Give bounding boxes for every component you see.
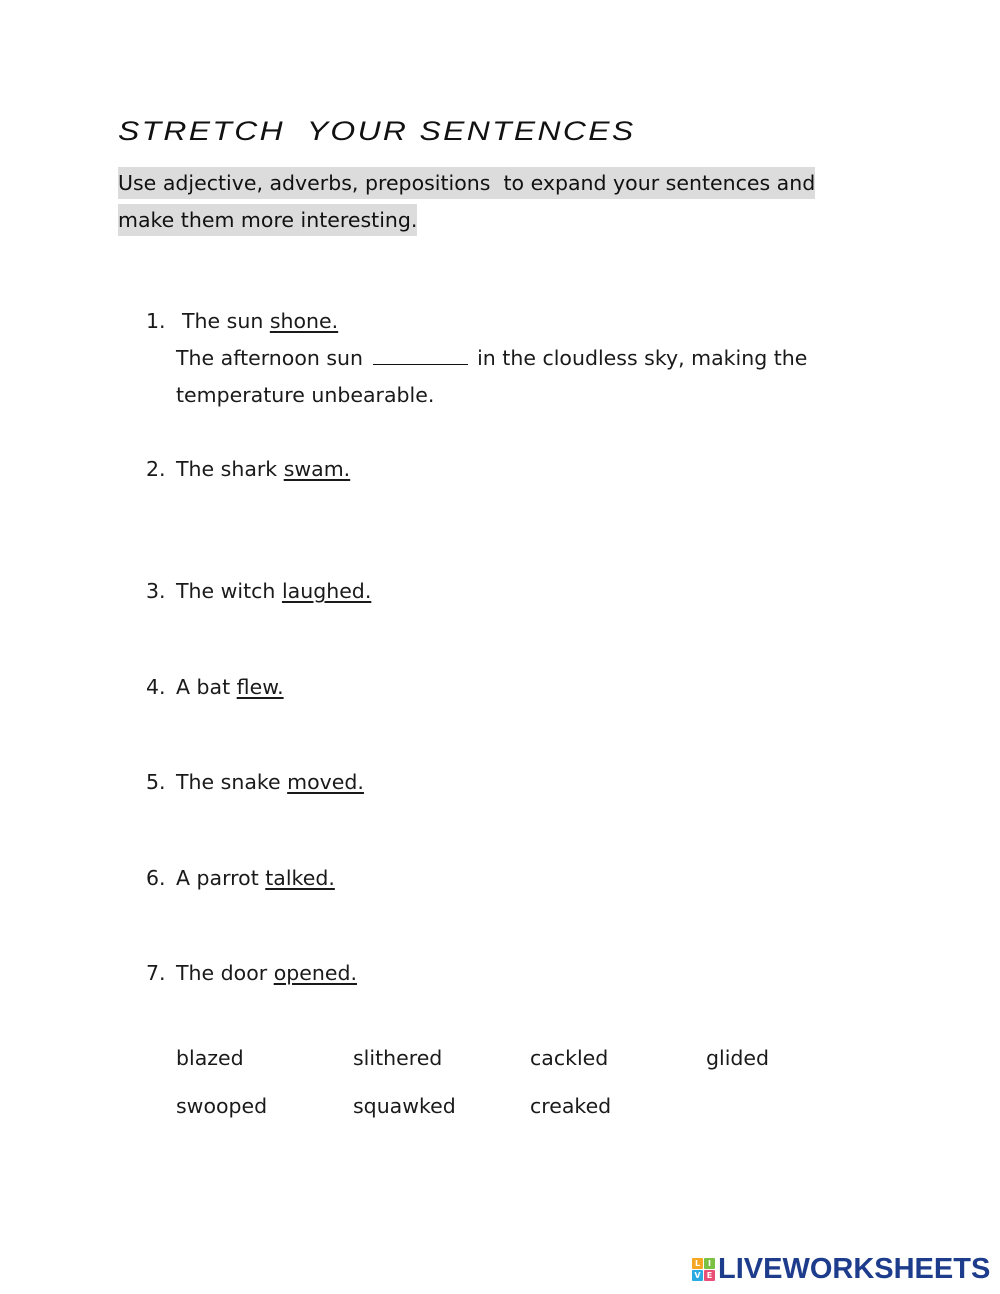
item-subject: The door <box>176 961 274 985</box>
item-number: 1. <box>146 309 166 333</box>
instructions-line-1: Use adjective, adverbs, prepositions to expand your sentences and <box>118 167 815 199</box>
item-verb: laughed. <box>281 579 372 603</box>
item-number: 5. <box>146 770 166 794</box>
logo-text: LIVEWORKSHEETS <box>718 1252 991 1285</box>
item-number: 3. <box>146 579 166 603</box>
item-sentence <box>176 453 350 485</box>
item-verb: opened. <box>273 961 357 985</box>
logo-mark-tile: L <box>692 1258 703 1269</box>
item-sentence <box>176 575 371 607</box>
answer-blank[interactable] <box>373 344 468 365</box>
item-sentence <box>176 766 364 798</box>
item-number: 4. <box>146 675 166 699</box>
word-bank-item[interactable]: swooped <box>176 1094 268 1118</box>
instructions-line-2: make them more interesting. <box>118 204 417 236</box>
example-sentence <box>176 342 807 374</box>
item-verb: flew. <box>236 675 284 699</box>
liveworksheets-logo <box>692 1250 990 1288</box>
item-verb: talked. <box>265 866 335 890</box>
word-bank-item[interactable]: blazed <box>176 1046 244 1070</box>
item-subject: The snake <box>176 770 288 794</box>
item-subject: A bat <box>176 675 237 699</box>
word-bank-item[interactable]: cackled <box>530 1046 609 1070</box>
item-subject: The shark <box>176 457 284 481</box>
item-sentence <box>182 305 338 337</box>
item-subject: The sun <box>182 309 270 333</box>
example-start: The afternoon sun <box>176 346 370 370</box>
item-sentence <box>176 957 357 989</box>
item-verb: moved. <box>287 770 364 794</box>
item-subject: The witch <box>176 579 282 603</box>
item-sentence <box>176 671 284 703</box>
item-subject: A parrot <box>176 866 266 890</box>
logo-mark-tile: V <box>692 1270 703 1281</box>
item-verb: shone. <box>269 309 339 333</box>
example-sentence-line-2: temperature unbearable. <box>176 383 435 407</box>
example-end: in the cloudless sky, making the <box>470 346 808 370</box>
item-number: 2. <box>146 457 166 481</box>
worksheet-title: STRETCH YOUR SENTENCES <box>118 116 636 146</box>
word-bank-item[interactable]: slithered <box>353 1046 443 1070</box>
word-bank-item[interactable]: squawked <box>353 1094 456 1118</box>
logo-mark-icon <box>692 1258 715 1281</box>
item-number: 7. <box>146 961 166 985</box>
logo-mark-tile: E <box>704 1270 715 1281</box>
item-number: 6. <box>146 866 166 890</box>
word-bank-item[interactable]: creaked <box>530 1094 612 1118</box>
word-bank-item[interactable]: glided <box>706 1046 770 1070</box>
item-sentence <box>176 862 335 894</box>
logo-mark-tile: I <box>704 1258 715 1269</box>
item-verb: swam. <box>283 457 351 481</box>
